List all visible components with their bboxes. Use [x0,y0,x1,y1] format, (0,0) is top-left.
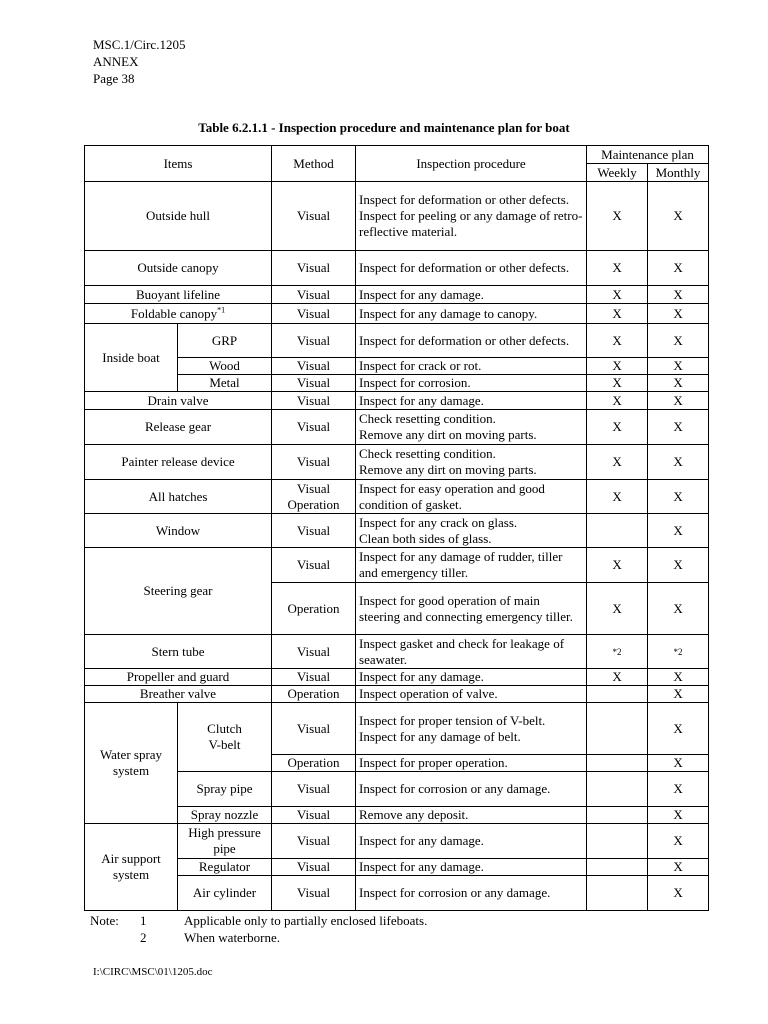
footnote-mark: *1 [217,305,226,315]
procedure-line: Clean both sides of glass. [359,530,492,546]
notes [90,912,427,946]
method-cell: Visual [272,358,356,375]
col-header-weekly: Weekly [587,164,648,182]
method-cell: Visual [272,514,356,548]
procedure-line: Check resetting condition. [359,446,496,461]
table-row [85,824,709,859]
table-row [85,480,709,514]
item-cell: Painter release device [85,445,272,480]
procedure-cell: Remove any deposit. [356,807,587,824]
procedure-cell: Inspect for any damage. [356,669,587,686]
subitem-cell: Spray nozzle [178,807,272,824]
weekly-cell: X [587,669,648,686]
method-cell: Visual [272,286,356,304]
inspection-table [84,145,709,911]
subitem-cell: Wood [178,358,272,375]
method-cell [272,480,356,514]
procedure-cell: Inspect for corrosion or any damage. [356,772,587,807]
note-text: Applicable only to partially enclosed lifeboats. [184,913,428,928]
procedure-line: Inspect for peeling or any damage of retro-reflective material. [359,208,583,239]
col-header-maintenance-plan: Maintenance plan [587,146,709,164]
procedure-line: Inspect for deformation or other defects. [359,192,570,207]
procedure-cell: Inspect for good operation of main steering and connecting emergency tiller. [356,583,587,635]
procedure-line: Remove any dirt on moving parts. [359,462,537,477]
weekly-cell: X [587,286,648,304]
item-line: system [112,763,150,778]
item-cell: Breather valve [85,686,272,703]
note-number: 2 [140,930,147,945]
method-cell: Operation [272,583,356,635]
weekly-cell [587,876,648,911]
procedure-cell: Inspect for any damage. [356,392,587,410]
procedure-cell [356,703,587,755]
subitem-line: V-belt [208,737,241,752]
item-cell: Window [85,514,272,548]
weekly-cell: X [587,304,648,324]
procedure-cell: Inspect for corrosion. [356,375,587,392]
procedure-line: Inspect for proper tension of V-belt. [359,712,546,728]
table-row [85,304,709,324]
weekly-cell [587,824,648,859]
method-line: Visual [296,480,331,496]
procedure-cell [356,182,587,251]
weekly-cell: X [587,583,648,635]
col-header-items: Items [85,146,272,182]
table-row [85,375,709,392]
procedure-line: Check resetting condition. [359,411,496,426]
monthly-cell: X [648,410,709,445]
weekly-cell [587,859,648,876]
method-cell: Visual [272,410,356,445]
method-cell: Visual [272,859,356,876]
method-cell: Visual [272,182,356,251]
subitem-cell: Regulator [178,859,272,876]
weekly-cell: X [587,251,648,286]
item-line: system [112,867,150,882]
file-path-footer: I:\CIRC\MSC\01\1205.doc [93,966,213,978]
weekly-cell: X [587,480,648,514]
subitem-cell: Spray pipe [178,772,272,807]
method-cell: Visual [272,876,356,911]
method-cell: Visual [272,324,356,358]
item-cell: Steering gear [85,548,272,635]
procedure-cell [356,514,587,548]
procedure-cell: Inspect for corrosion or any damage. [356,876,587,911]
method-cell: Visual [272,548,356,583]
monthly-cell: X [648,859,709,876]
weekly-cell: X [587,445,648,480]
method-cell: Visual [272,807,356,824]
procedure-cell: Inspect for easy operation and good condition of gasket. [356,480,587,514]
item-cell: Drain valve [85,392,272,410]
item-label: Foldable canopy [130,305,218,321]
method-line: Operation [287,496,340,512]
circular-reference: MSC.1/Circ.1205 [93,37,186,52]
monthly-cell: X [648,251,709,286]
method-cell: Visual [272,251,356,286]
item-cell: Inside boat [85,324,178,392]
item-cell: Stern tube [85,635,272,669]
subitem-cell: GRP [178,324,272,358]
monthly-cell: X [648,358,709,375]
procedure-cell: Inspect for any damage to canopy. [356,304,587,324]
weekly-cell: X [587,410,648,445]
item-line: Water spray [99,747,163,762]
procedure-cell: Inspect for proper operation. [356,755,587,772]
method-cell: Visual [272,375,356,392]
col-header-monthly: Monthly [648,164,709,182]
subitem-line: Clutch [207,721,242,736]
weekly-cell: X [587,358,648,375]
monthly-cell: X [648,445,709,480]
procedure-cell: Inspect for any damage. [356,824,587,859]
weekly-cell [587,772,648,807]
table-row [85,686,709,703]
note-text: When waterborne. [184,930,281,945]
item-cell: Buoyant lifeline [85,286,272,304]
monthly-cell: X [648,583,709,635]
col-header-method: Method [272,146,356,182]
weekly-cell: *2 [587,635,648,669]
item-cell: Release gear [85,410,272,445]
procedure-cell: Inspect for deformation or other defects. [356,251,587,286]
table-row [85,548,709,583]
weekly-cell [587,807,648,824]
table-row [85,514,709,548]
table-row [85,635,709,669]
monthly-cell: X [648,375,709,392]
monthly-cell: X [648,686,709,703]
monthly-cell: *2 [648,635,709,669]
procedure-line: Inspect for any damage of belt. [359,728,521,744]
method-cell: Visual [272,669,356,686]
procedure-line: Remove any dirt on moving parts. [359,427,537,442]
monthly-cell: X [648,876,709,911]
table-row [85,807,709,824]
item-cell [85,304,272,324]
item-cell [85,824,178,911]
page-number: Page 38 [93,71,135,86]
procedure-cell: Inspect for crack or rot. [356,358,587,375]
monthly-cell: X [648,182,709,251]
table-row [85,358,709,375]
procedure-cell: Inspect gasket and check for leakage of seawater. [356,635,587,669]
table-row [85,324,709,358]
method-cell: Visual [272,772,356,807]
table-row [85,445,709,480]
table-row [85,392,709,410]
table-row [85,251,709,286]
table-row [85,876,709,911]
col-header-procedure: Inspection procedure [356,146,587,182]
table-row [85,772,709,807]
monthly-cell: X [648,669,709,686]
weekly-cell: X [587,324,648,358]
monthly-cell: X [648,480,709,514]
item-cell: Outside canopy [85,251,272,286]
procedure-cell: Inspect operation of valve. [356,686,587,703]
monthly-cell: X [648,324,709,358]
procedure-line: Inspect for any crack on glass. [359,514,518,530]
weekly-cell [587,514,648,548]
document-header [93,36,185,87]
note-1 [90,912,427,929]
table-title: Table 6.2.1.1 - Inspection procedure and maintenance plan for boat [198,120,570,135]
table-row [85,286,709,304]
annex-label: ANNEX [93,54,139,69]
procedure-cell: Inspect for any damage. [356,859,587,876]
monthly-cell: X [648,304,709,324]
procedure-cell [356,445,587,480]
weekly-cell [587,686,648,703]
item-cell: Propeller and guard [85,669,272,686]
monthly-cell: X [648,703,709,755]
table-row [85,182,709,251]
monthly-cell: X [648,807,709,824]
weekly-cell [587,755,648,772]
table-row [85,410,709,445]
monthly-cell: X [648,772,709,807]
method-cell: Visual [272,304,356,324]
procedure-cell: Inspect for any damage. [356,286,587,304]
procedure-cell: Inspect for deformation or other defects. [356,324,587,358]
monthly-cell: X [648,286,709,304]
weekly-cell: X [587,548,648,583]
weekly-cell: X [587,375,648,392]
method-cell: Visual [272,392,356,410]
subitem-cell [178,703,272,772]
item-cell [85,703,178,824]
monthly-cell: X [648,392,709,410]
subitem-cell: High pressure pipe [178,824,272,859]
monthly-cell: X [648,824,709,859]
note-number: 1 [140,913,147,928]
table-row [85,859,709,876]
procedure-cell: Inspect for any damage of rudder, tiller and emergency tiller. [356,548,587,583]
note-label: Note: [90,913,119,928]
table-row [85,703,709,755]
table-row [85,669,709,686]
item-cell: Outside hull [85,182,272,251]
procedure-cell [356,410,587,445]
method-cell: Operation [272,755,356,772]
monthly-cell: X [648,548,709,583]
weekly-cell: X [587,182,648,251]
method-cell: Visual [272,635,356,669]
monthly-cell: X [648,514,709,548]
item-line: Air support [101,851,161,866]
method-cell: Visual [272,703,356,755]
method-cell: Operation [272,686,356,703]
method-cell: Visual [272,445,356,480]
note-2 [90,929,427,946]
weekly-cell: X [587,392,648,410]
monthly-cell: X [648,755,709,772]
subitem-cell: Air cylinder [178,876,272,911]
note-spacer [90,929,140,946]
item-cell: All hatches [85,480,272,514]
subitem-cell: Metal [178,375,272,392]
method-cell: Visual [272,824,356,859]
weekly-cell [587,703,648,755]
